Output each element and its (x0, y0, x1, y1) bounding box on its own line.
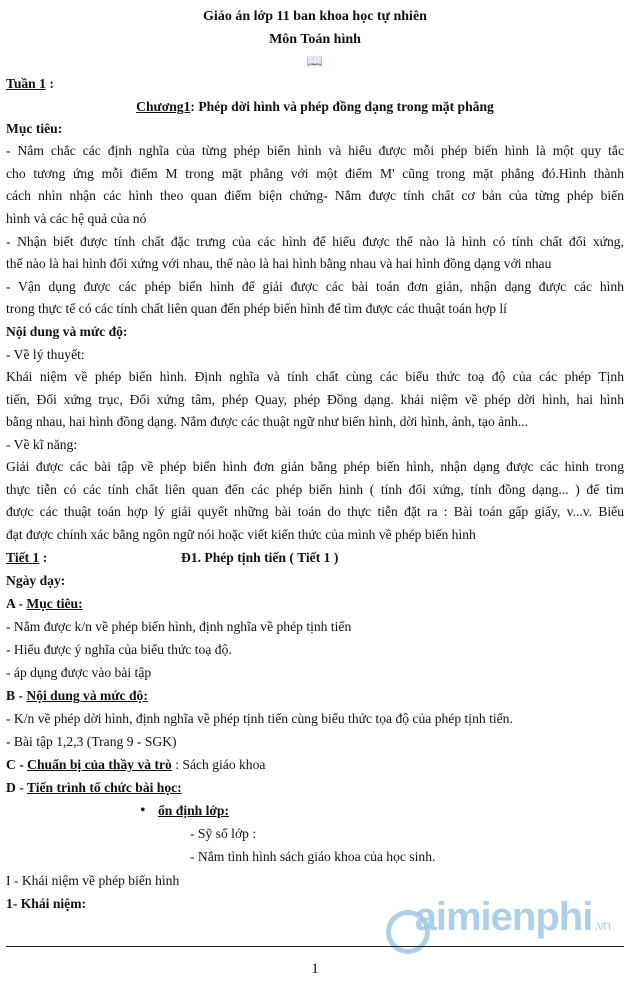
objectives-line: trong thực tế có các tính chất liên quan đến phép biến hình để tìm được các thuật toán hợp lí (6, 301, 507, 316)
objectives-line: - Nắm chắc các định nghĩa của từng phép biến hình và hiểu được mỗi phép biến hình là một quy tắc (6, 143, 624, 158)
theory-label: - Về lý thuyết: (6, 347, 85, 362)
part-1-heading: I - Khái niệm về phép biến hình (6, 873, 180, 888)
section-b-heading: B - Nội dung và mức độ: (6, 688, 148, 703)
theory-line: bằng nhau, hai hình đồng dạng. Nắm được các thuật ngữ như biến hình, dời hình, ảnh, tạo ảnh... (6, 414, 528, 429)
content-heading: Nội dung và mức độ: (6, 324, 128, 339)
section-a-line: - Hiểu được ý nghĩa của biểu thức toạ độ. (6, 642, 232, 657)
objectives-line: - Vận dụng được các phép biến hình để giải được các bài toán đơn giản, nhận dạng được các hình (6, 279, 624, 294)
section-a-heading: A - Mục tiêu: (6, 596, 83, 611)
section-d-heading: D - Tiến trình tổ chức bài học: (6, 780, 182, 795)
stabilize-row (0, 800, 630, 823)
skills-line: đạt được chính xác bằng ngôn ngữ nói hoặc viết kiến thức của mình về phép biến hình (6, 527, 476, 542)
header-subject: Môn Toán hình (269, 32, 361, 47)
header-title: Giáo án lớp 11 ban khoa học tự nhiên (203, 9, 427, 24)
section-c-heading: C - Chuẩn bị của thầy và trò : Sách giáo khoa (6, 757, 266, 772)
week-heading: Tuần 1 : (6, 76, 54, 91)
stabilize-line: - Nắm tình hình sách giáo khoa của học sinh. (190, 849, 436, 864)
section-a-line: - Nắm được k/n về phép biến hình, định nghĩa về phép tịnh tiến (6, 619, 352, 634)
skills-line: thực tiễn có các tính chất liên quan đến các phép biến hình ( tính đối xứng, tính đồng dạng... ) để tìm (6, 482, 624, 497)
lesson-title: Đ1. Phép tịnh tiến ( Tiết 1 ) (181, 550, 339, 565)
objectives-heading: Mục tiêu: (6, 121, 63, 136)
watermark: aimienphi .vn (414, 895, 610, 939)
book-icon: 📖 (306, 53, 324, 68)
lesson-heading: Tiết 1 : Đ1. Phép tịnh tiến ( Tiết 1 ) (6, 547, 624, 570)
bullet-icon: • (140, 802, 146, 819)
section-a-line: - áp dụng được vào bài tập (6, 665, 152, 680)
section-b-line: - K/n về phép dời hình, định nghĩa về phép tịnh tiến cùng biểu thức tọa độ của phép tịnh tiến. (6, 711, 513, 726)
objectives-line: cách nhìn nhận các hình theo quan điểm biện chứng- Nắm được tính chất cơ bản của từng phép biến (6, 188, 624, 203)
skills-line: được các thuật toán hợp lý giải quyết những bài toán do thực tiễn đặt ra : Bài toán gấp giấy, v...v. Biểu (6, 504, 624, 519)
stabilize-line: - Sỹ số lớp : (190, 826, 257, 841)
page-number: 1 (311, 961, 319, 977)
lesson-label: Tiết 1 (6, 550, 40, 565)
date-label: Ngày dạy: (6, 573, 66, 588)
footer-divider (6, 946, 624, 947)
objectives-line: thế nào là hai hình đối xứng với nhau, thế nào là hai hình bằng nhau và hai hình đồng dạng với nhau (6, 256, 552, 271)
section-b-line: - Bài tập 1,2,3 (Trang 9 - SGK) (6, 734, 177, 749)
part-1-1-heading: 1- Khái niệm: (6, 896, 87, 911)
chapter-title: Chương1: Phép dời hình và phép đồng dạng trong mặt phẳng (136, 99, 494, 114)
skills-line: Giải được các bài tập về phép biến hình đơn giản bằng phép biến hình, nhận dạng được các hình trong (6, 459, 624, 474)
objectives-line: hình và các hệ quả của nó (6, 211, 147, 226)
objectives-line: - Nhận biết được tính chất đặc trưng của các hình để hiểu được thế nào là hình có tính chất đối xứng, (6, 234, 624, 249)
objectives-line: cho tương ứng mỗi điểm M trong mặt phẳng với một điểm M' cũng trong mặt phẳng đó.Hình thành (6, 166, 624, 181)
theory-line: tiến, Đối xứng trục, Đối xứng tâm, phép Quay, phép Đồng dạng. khái niệm về phép dời hình, hai hình (6, 392, 624, 407)
skills-label: - Về kĩ năng: (6, 437, 78, 452)
stabilize-heading: ổn định lớp: (158, 803, 230, 818)
theory-line: Khái niệm về phép biến hình. Định nghĩa và tính chất cùng các biểu thức toạ độ của các phép Tịnh (6, 369, 624, 384)
